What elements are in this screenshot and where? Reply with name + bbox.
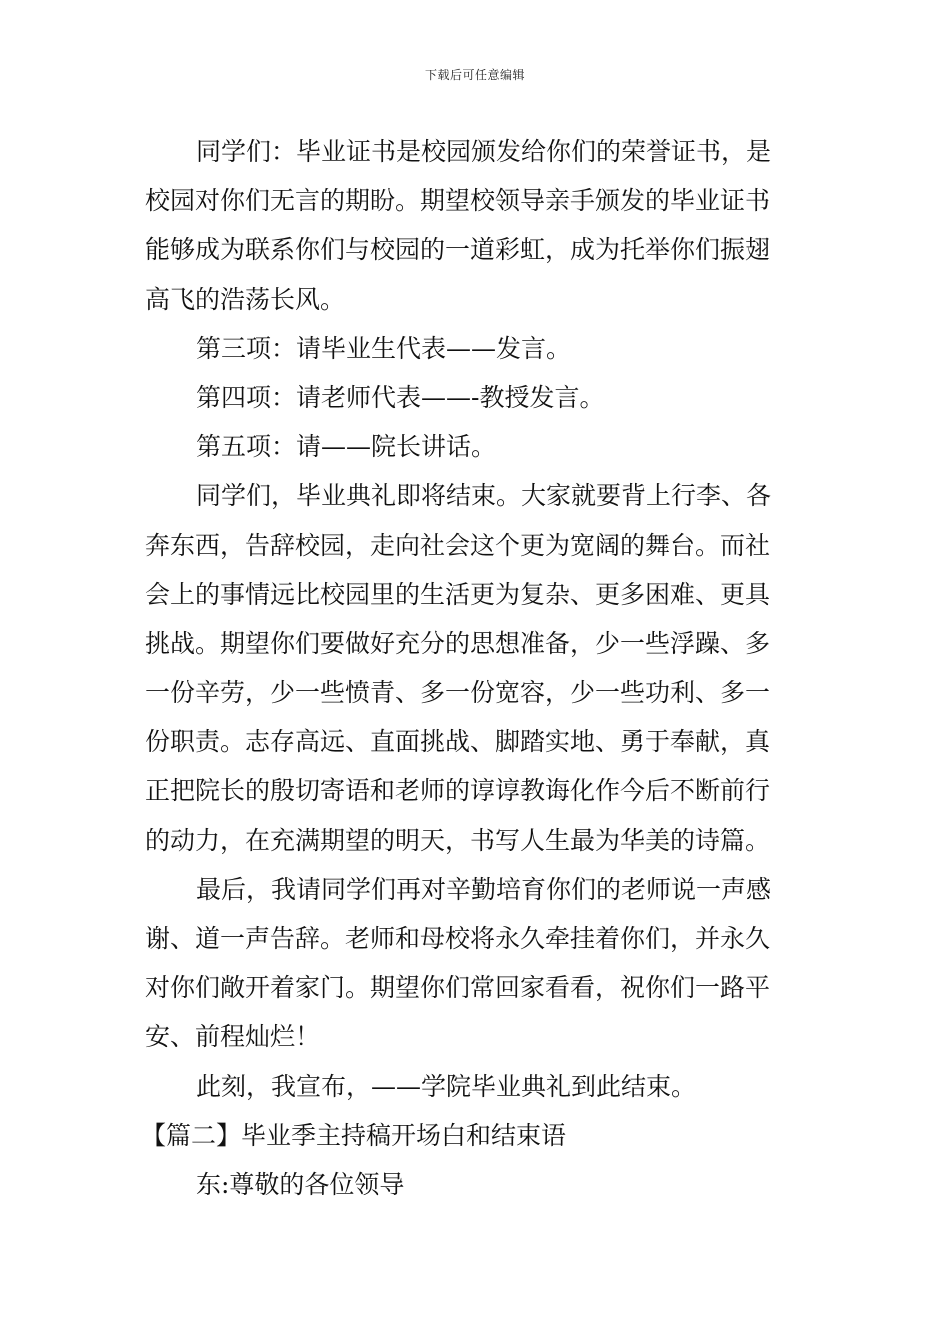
text-line: 挑战。期望你们要做好充分的思想准备，少一些浮躁、多	[145, 628, 771, 658]
text-line: 正把院长的殷切寄语和老师的谆谆教诲化作今后不断前行	[145, 776, 771, 806]
text-line: 同学们：毕业证书是校园颁发给你们的荣誉证书，是	[196, 137, 772, 166]
text-line: 会上的事情远比校园里的生活更为复杂、更多困难、更具	[145, 579, 771, 609]
text-line: 高飞的浩荡长风。	[145, 284, 346, 314]
page-header-note: 下载后可任意编辑	[424, 68, 525, 82]
text-line: 东:尊敬的各位领导	[196, 1169, 405, 1199]
document-body	[141, 127, 807, 1209]
text-line: 安、前程灿烂！	[145, 1022, 321, 1052]
text-line: 谢、道一声告辞。老师和母校将永久牵挂着你们，并永久	[145, 924, 771, 953]
text-line: 一份辛劳，少一些愤青、多一份宽容，少一些功利、多一	[145, 678, 771, 708]
text-line: 奔东西，告辞校园，走向社会这个更为宽阔的舞台。而社	[145, 530, 771, 560]
text-line: 第四项：请老师代表——-教授发言。	[196, 382, 605, 412]
text-line: 第五项：请——院长讲话。	[196, 432, 497, 462]
text-line: 此刻，我宣布，——学院毕业典礼到此结束。	[196, 1071, 697, 1101]
text-line: 同学们，毕业典礼即将结束。大家就要背上行李、各	[196, 481, 772, 511]
text-line: 份职责。志存高远、直面挑战、脚踏实地、勇于奉献，真	[145, 727, 771, 757]
section-heading: 【篇二】毕业季主持稿开场白和结束语	[141, 1120, 567, 1150]
text-line: 的动力，在充满期望的明天，书写人生最为华美的诗篇。	[145, 825, 771, 855]
text-line: 第三项：请毕业生代表——发言。	[196, 333, 572, 363]
text-line: 最后，我请同学们再对辛勤培育你们的老师说一声感	[196, 874, 772, 904]
text-line: 校园对你们无言的期盼。期望校领导亲手颁发的毕业证书	[145, 186, 771, 216]
text-line: 能够成为联系你们与校园的一道彩虹，成为托举你们振翅	[145, 235, 771, 265]
text-line: 对你们敞开着家门。期望你们常回家看看，祝你们一路平	[145, 973, 771, 1003]
